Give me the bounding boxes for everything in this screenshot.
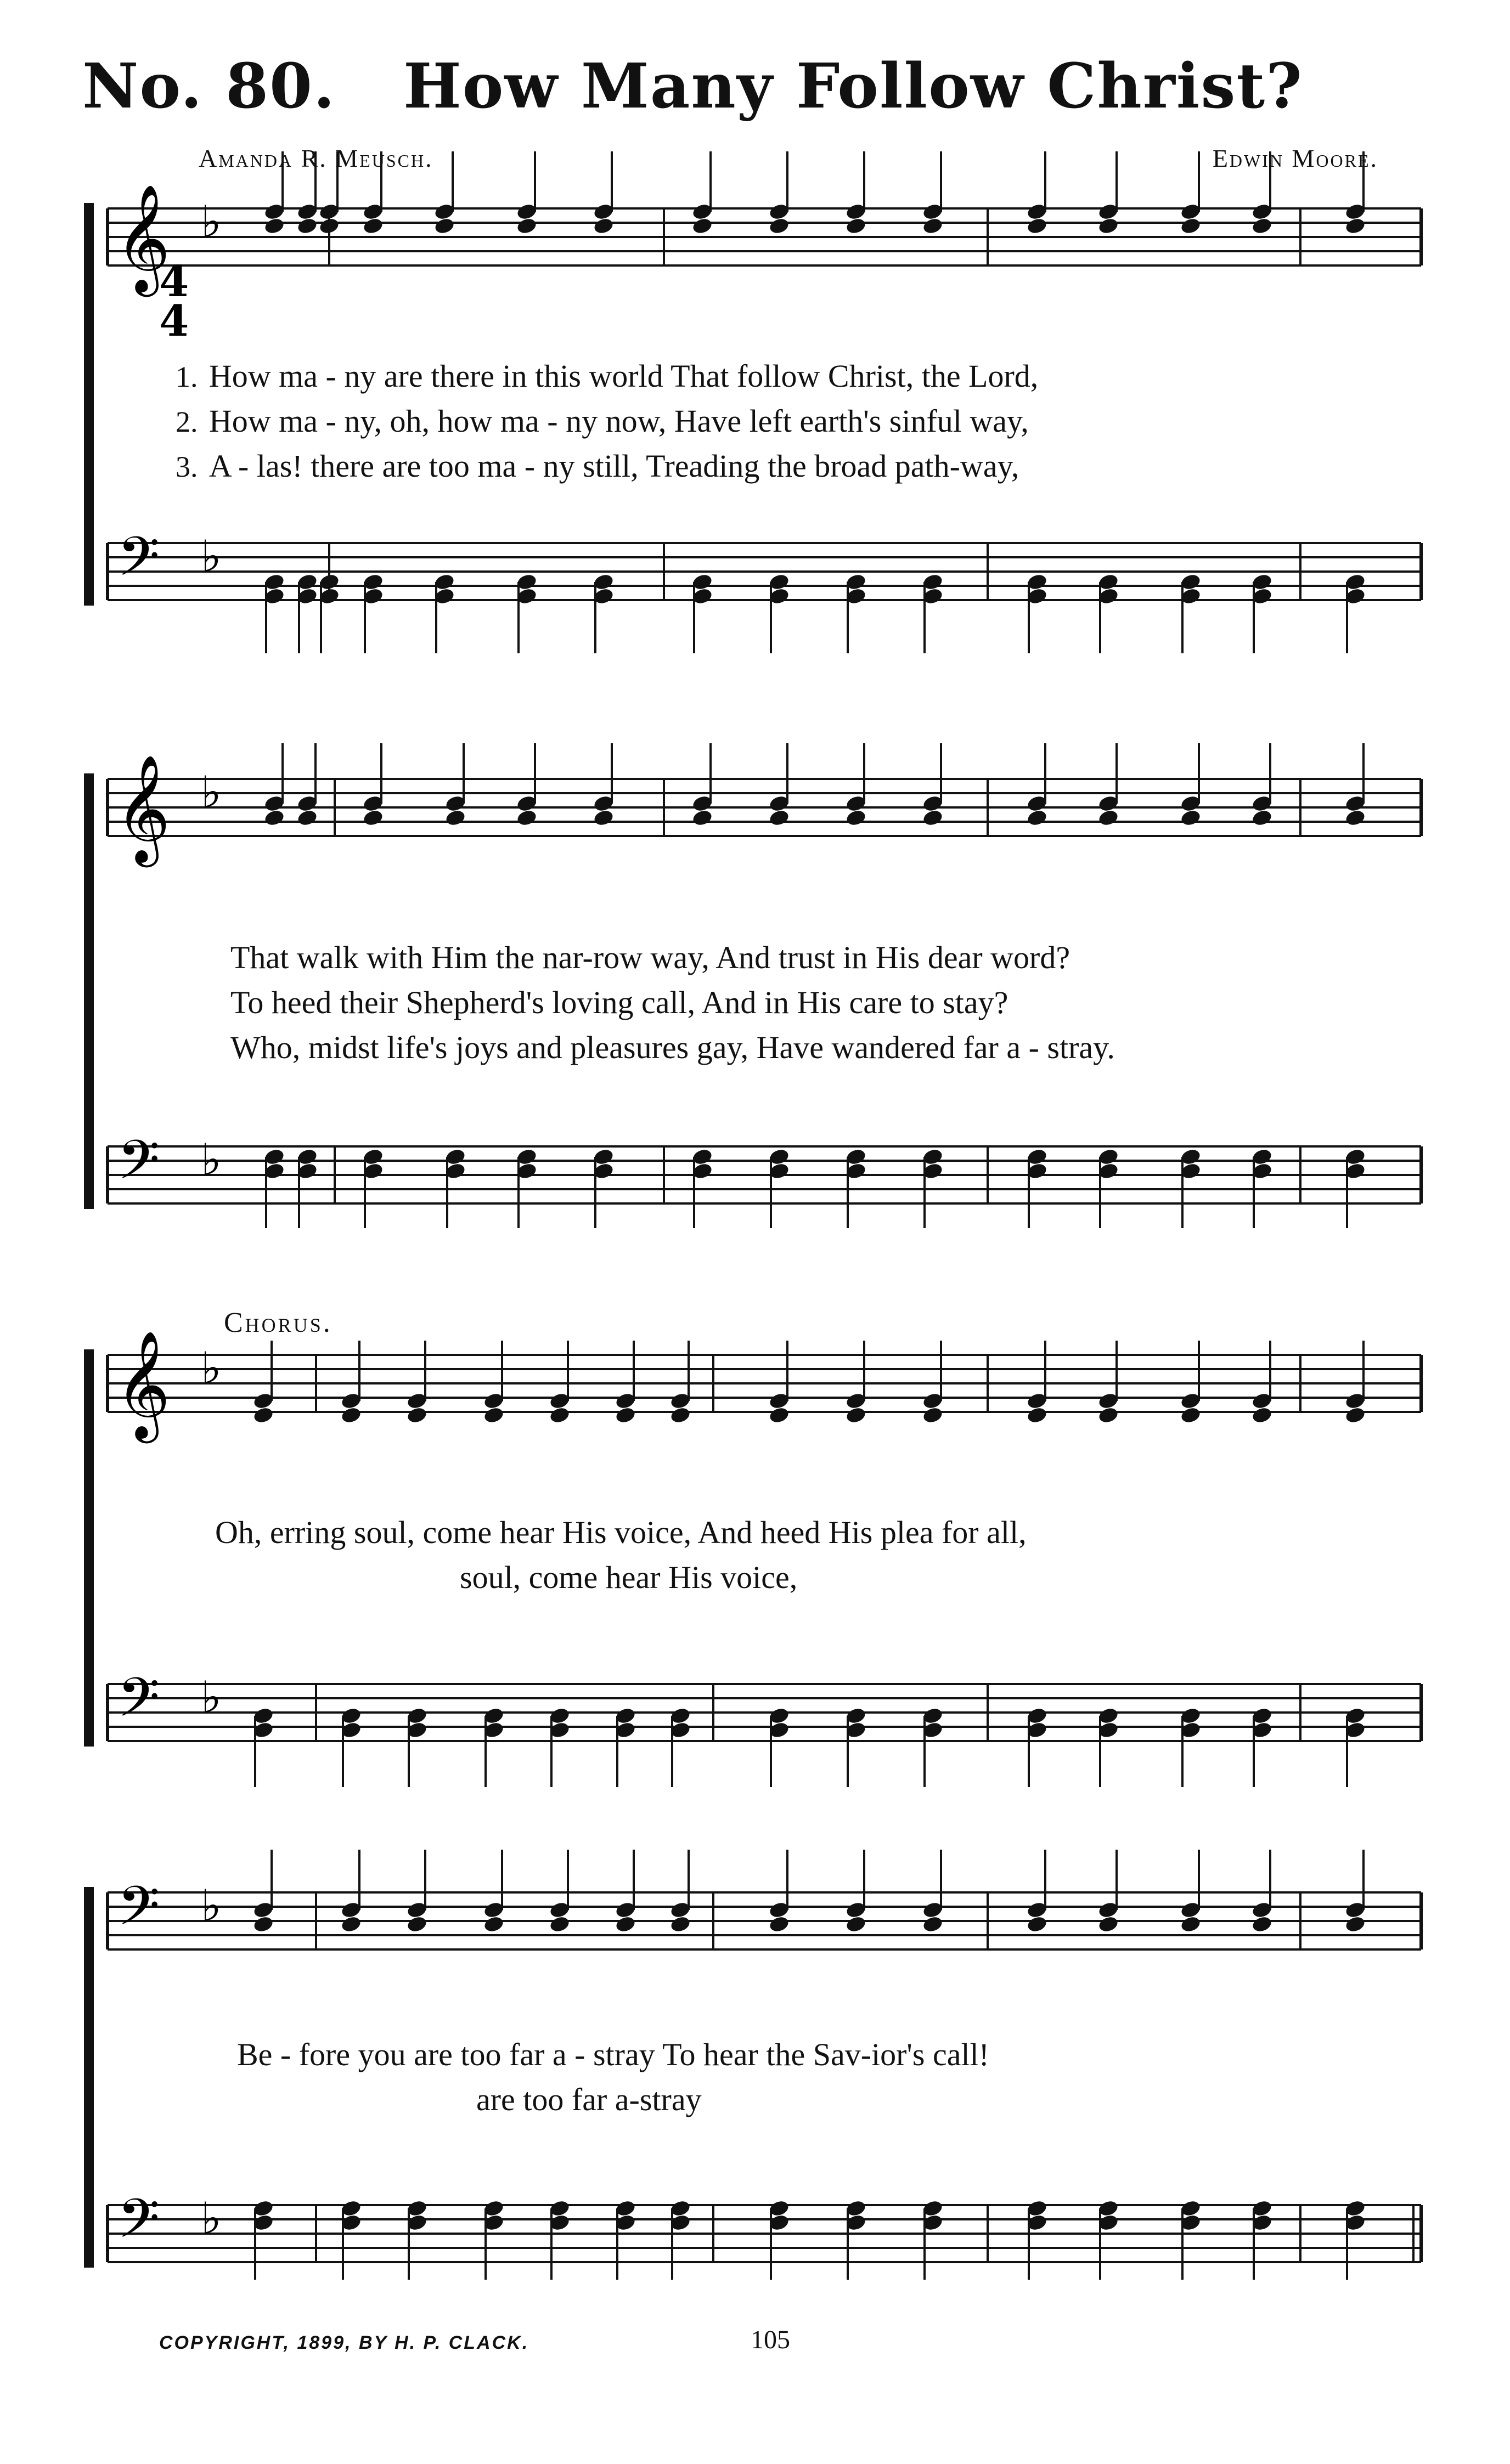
page-number: 105	[751, 2325, 790, 2354]
note-head	[691, 217, 713, 235]
verse-3-line-1: A - las! there are too ma - ny still, Treading the broad path-way,	[209, 448, 1019, 484]
key-signature-flat-icon: ♭	[201, 1672, 222, 1723]
note-head	[1251, 217, 1273, 235]
note-head	[922, 809, 944, 827]
note-head	[252, 1915, 274, 1934]
bass-clef-icon: 𝄢	[117, 525, 160, 602]
note-head	[1251, 1915, 1273, 1934]
copyright-notice: COPYRIGHT, 1899, BY H. P. CLACK.	[159, 2332, 529, 2353]
note-head	[845, 1915, 867, 1934]
note-head	[340, 1915, 362, 1934]
note-head	[922, 1915, 944, 1934]
verse-1-line-2: That walk with Him the nar-row way, And trust in His dear word?	[230, 940, 1070, 975]
note-head	[1026, 1915, 1048, 1934]
chorus-line-1: Oh, erring soul, come hear His voice, And heed His plea for all,	[215, 1514, 1027, 1550]
key-signature-flat-icon: ♭	[201, 531, 222, 582]
note-head	[1344, 1406, 1366, 1425]
bass-clef-icon: 𝄢	[117, 1875, 160, 1951]
verse-3-line-2: Who, midst life's joys and pleasures gay, Have wandered far a - stray.	[230, 1030, 1115, 1065]
note-head	[296, 809, 318, 827]
chorus-label: Chorus.	[224, 1307, 333, 1338]
note-head	[1344, 809, 1366, 827]
note-head	[768, 1915, 790, 1934]
note-head	[1344, 217, 1366, 235]
verse-2-line-1: How ma - ny, oh, how ma - ny now, Have left earth's sinful way,	[209, 403, 1029, 439]
staff-lines	[108, 208, 1421, 2262]
treble-clef-icon: 𝄞	[115, 754, 171, 863]
note-head	[549, 1915, 571, 1934]
hymn-title-text: How Many Follow Christ?	[403, 50, 1303, 122]
note-head	[615, 1915, 636, 1934]
time-signature-top: 4	[159, 257, 189, 307]
note-head	[483, 1915, 505, 1934]
note-head	[1097, 1406, 1119, 1425]
note-head	[1180, 1915, 1202, 1934]
note-head	[296, 217, 318, 235]
note-head	[263, 809, 285, 827]
note-head	[516, 809, 538, 827]
treble-clef-icon: 𝄞	[115, 1330, 171, 1439]
note-head	[516, 217, 538, 235]
note-head	[1097, 1915, 1119, 1934]
note-head	[593, 809, 615, 827]
note-head	[340, 1406, 362, 1425]
lyricist: Amanda R. Meusch.	[199, 144, 433, 172]
verse-number: 3.	[176, 450, 198, 483]
note-head	[615, 1406, 636, 1425]
note-head	[549, 1406, 571, 1425]
key-signature-flat-icon: ♭	[201, 767, 222, 818]
bass-clef-icon: 𝄢	[117, 1666, 160, 1743]
verse-2-line-2: To heed their Shepherd's loving call, And in His care to stay?	[230, 985, 1008, 1020]
chorus-line-1-alto: soul, come hear His voice,	[460, 1559, 798, 1595]
note-head	[1097, 217, 1119, 235]
note-head	[483, 1406, 505, 1425]
note-head	[593, 217, 615, 235]
note-head	[1026, 1406, 1048, 1425]
note-head	[1026, 809, 1048, 827]
hymn-number: No. 80.	[82, 50, 336, 122]
note-head	[845, 217, 867, 235]
note-head	[263, 217, 285, 235]
bass-clef-icon: 𝄢	[117, 1129, 160, 1205]
note-head	[318, 217, 340, 235]
note-head	[691, 809, 713, 827]
key-signature-flat-icon: ♭	[201, 1134, 222, 1185]
note-head	[845, 1406, 867, 1425]
barlines	[89, 203, 1421, 2268]
note-head	[845, 809, 867, 827]
key-signature-flat-icon: ♭	[201, 2193, 222, 2244]
note-head	[922, 217, 944, 235]
verse-1-row1	[176, 358, 1038, 394]
key-signature-flat-icon: ♭	[201, 1880, 222, 1931]
note-head	[252, 1406, 274, 1425]
note-head	[362, 809, 384, 827]
key-signature-flat-icon: ♭	[201, 1343, 222, 1394]
note-head	[922, 1406, 944, 1425]
bass-clef-icon: 𝄢	[117, 2188, 160, 2264]
verse-2-row1	[176, 403, 1029, 439]
note-head	[669, 1915, 691, 1934]
verse-number: 1.	[176, 360, 198, 393]
note-head	[1097, 809, 1119, 827]
note-head	[1180, 1406, 1202, 1425]
key-signature-flat-icon: ♭	[201, 196, 222, 247]
note-head	[1251, 1406, 1273, 1425]
clefs	[115, 184, 222, 2264]
note-head	[1180, 809, 1202, 827]
verse-3-row1	[176, 448, 1019, 484]
treble-clef-icon: 𝄞	[115, 184, 171, 292]
note-head	[768, 217, 790, 235]
note-head	[433, 217, 455, 235]
note-head	[444, 809, 466, 827]
note-head	[406, 1406, 428, 1425]
note-head	[406, 1915, 428, 1934]
note-head	[768, 1406, 790, 1425]
note-head	[362, 217, 384, 235]
note-head	[1180, 217, 1202, 235]
note-head	[669, 1406, 691, 1425]
time-signature-bottom: 4	[159, 296, 189, 346]
chorus-line-2: Be - fore you are too far a - stray To hear the Sav-ior's call!	[237, 2037, 989, 2072]
note-head	[1251, 809, 1273, 827]
verse-number: 2.	[176, 405, 198, 438]
note-head	[768, 809, 790, 827]
composer: Edwin Moore.	[1212, 144, 1378, 172]
note-head	[1344, 1915, 1366, 1934]
chorus-line-2-alto: are too far a-stray	[476, 2082, 702, 2117]
verse-1-line-1: How ma - ny are there in this world That follow Christ, the Lord,	[209, 358, 1039, 394]
note-head	[1026, 217, 1048, 235]
